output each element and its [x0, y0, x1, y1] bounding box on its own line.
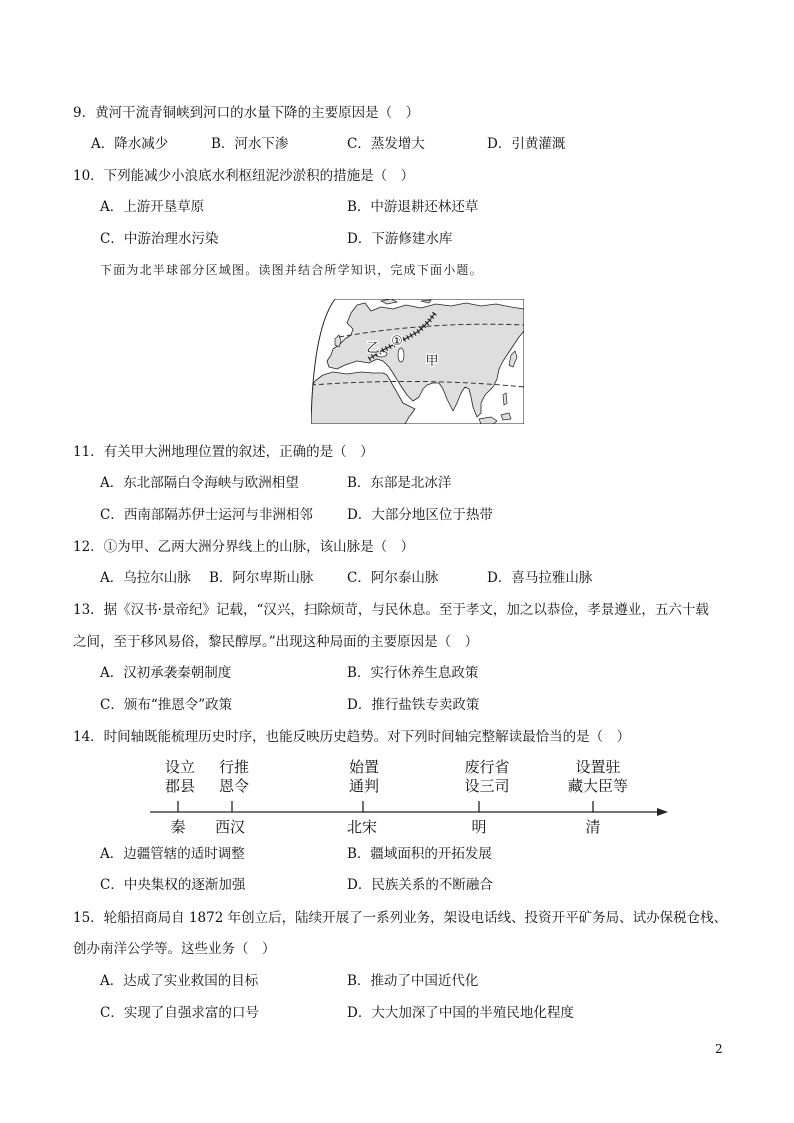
timeline-event-text: 始置 [348, 758, 380, 776]
question-10-option-c: C．中游治理水污染 [100, 231, 219, 247]
timeline-axis [140, 795, 680, 820]
timeline-period-label: 西汉 [214, 818, 246, 836]
question-11-option-a: A．东北部隔白令海峡与欧洲相望 [100, 475, 299, 491]
timeline-event-text: 设置驻 [575, 758, 621, 776]
map-label-mountain-marker: ① [391, 334, 403, 349]
timeline-event-northern-song [349, 758, 379, 796]
question-12-option-d: D．喜马拉雅山脉 [487, 570, 593, 586]
question-11-stem: 11．有关甲大洲地理位置的叙述，正确的是（ ） [73, 444, 374, 460]
question-9-option-b: B．河水下渗 [211, 136, 289, 152]
timeline-event-text: 设立 [164, 758, 196, 776]
question-11-option-c: C．西南部隔苏伊士运河与非洲相邻 [100, 507, 313, 523]
question-12-stem: 12．①为甲、乙两大洲分界线上的山脉，该山脉是（ ） [73, 539, 415, 555]
northern-hemisphere-map [311, 299, 524, 424]
question-14-option-d: D．民族关系的不断融合 [347, 877, 493, 893]
timeline-event-western-han [219, 758, 249, 796]
question-9-option-c: C．蒸发增大 [347, 136, 425, 152]
timeline-event-qing [568, 758, 628, 796]
question-11-option-d: D．大部分地区位于热带 [347, 507, 493, 523]
timeline-period-label: 北宋 [346, 818, 378, 836]
question-15-stem-line-2: 创办南洋公学等。这些业务（ ） [73, 941, 276, 957]
question-15-option-d: D．大大加深了中国的半殖民地化程度 [347, 1005, 574, 1021]
question-12-option-a: A．乌拉尔山脉 [100, 570, 191, 586]
timeline-arrow-icon [657, 808, 668, 816]
question-15-option-a: A．达成了实业救国的目标 [100, 973, 259, 989]
map-intro-text: 下面为北半球部分区域图。读图并结合所学知识，完成下面小题。 [100, 263, 483, 277]
question-9-option-d: D．引黄灌溉 [487, 136, 566, 152]
timeline-event-text: 设三司 [464, 777, 510, 795]
question-12-option-c: C．阿尔泰山脉 [347, 570, 439, 586]
timeline-period-label: 清 [585, 818, 601, 836]
question-10-stem: 10．下列能减少小浪底水利枢纽泥沙淤积的措施是（ ） [73, 168, 415, 184]
question-13-option-b: B．实行休养生息政策 [347, 665, 479, 681]
philippine-islands [503, 393, 507, 405]
timeline-event-text: 废行省 [464, 758, 510, 776]
timeline-event-ming [464, 758, 509, 796]
question-10-option-d: D．下游修建水库 [347, 231, 453, 247]
question-14-option-a: A．边疆管辖的适时调整 [100, 846, 245, 862]
timeline-event-text: 藏大臣等 [567, 777, 629, 795]
timeline-event-qin [165, 758, 195, 796]
timeline-event-text: 通判 [348, 777, 380, 795]
question-9-stem: 9．黄河干流青铜峡到河口的水量下降的主要原因是（ ） [73, 105, 420, 121]
timeline-event-text: 恩令 [218, 777, 250, 795]
question-14-stem: 14．时间轴既能梳理历史时序，也能反映历史趋势。对下列时间轴完整解读最恰当的是（ ） [73, 729, 631, 745]
question-10-option-b: B．中游退耕还林还草 [347, 199, 479, 215]
question-11-option-b: B．东部是北冰洋 [347, 475, 452, 491]
question-13-stem-line-2: 之间，至于移风易俗，黎民醇厚。”出现这种局面的主要原因是（ ） [73, 634, 479, 650]
question-13-stem-line-1: 13．据《汉书·景帝纪》记载，“汉兴，扫除烦苛，与民休息。至于孝文，加之以恭俭，孝景遵业，五六十载 [73, 602, 709, 618]
page-number: 2 [715, 1042, 723, 1056]
question-15-stem-line-1: 15．轮船招商局自 1872 年创立后，陆续开展了一系列业务，架设电话线、投资开平矿务局、试办保税仓栈、 [73, 910, 728, 926]
question-14-option-b: B．疆域面积的开拓发展 [347, 846, 492, 862]
map-label-yi: 乙 [366, 341, 380, 356]
question-10-option-a: A．上游开垦草原 [100, 199, 205, 215]
timeline-event-text: 郡县 [164, 777, 196, 795]
caspian-sea [398, 348, 404, 362]
timeline-event-text: 行推 [218, 758, 250, 776]
question-12-option-b: B．阿尔卑斯山脉 [209, 570, 314, 586]
map-label-jia: 甲 [425, 354, 439, 369]
question-9-option-a: A．降水减少 [91, 136, 169, 152]
timeline-period-label: 明 [471, 818, 487, 836]
question-13-option-c: C．颁布“推恩令”政策 [100, 697, 233, 713]
timeline-period-label: 秦 [170, 818, 186, 836]
question-15-option-b: B．推动了中国近代化 [347, 973, 479, 989]
question-13-option-d: D．推行盐铁专卖政策 [347, 697, 480, 713]
question-14-option-c: C．中央集权的逐渐加强 [100, 877, 246, 893]
question-13-option-a: A．汉初承袭秦朝制度 [100, 665, 232, 681]
question-15-option-c: C．实现了自强求富的口号 [100, 1005, 259, 1021]
